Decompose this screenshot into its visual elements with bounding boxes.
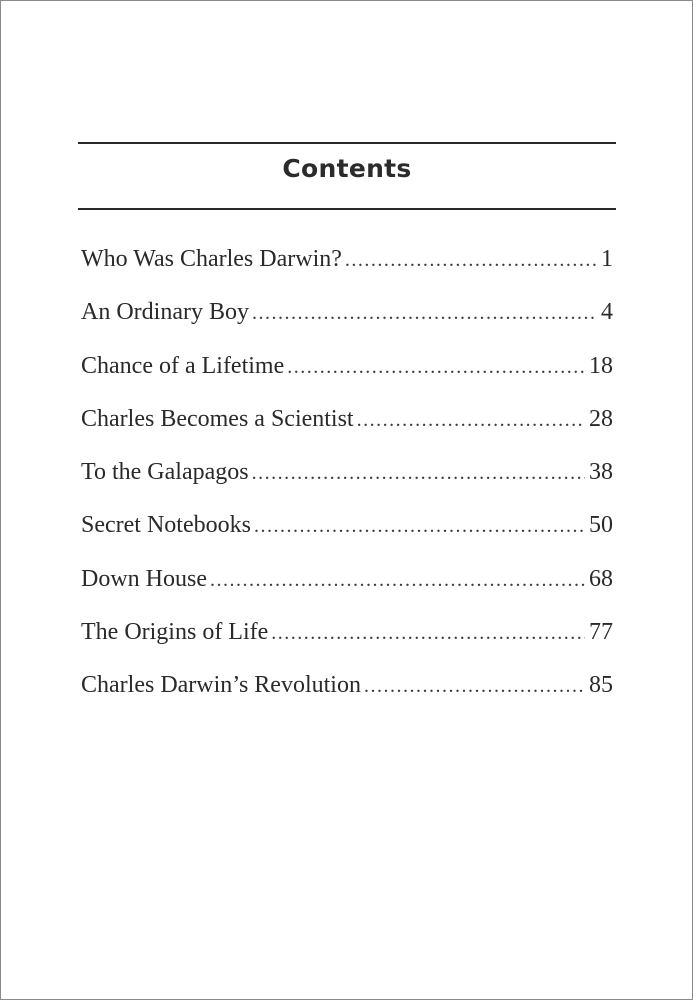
toc-entry-page-number: 1 bbox=[601, 246, 613, 272]
heading-top-rule bbox=[78, 142, 616, 144]
toc-entry-title: An Ordinary Boy bbox=[81, 299, 249, 326]
toc-dot-leader bbox=[287, 356, 585, 379]
toc-entry-title: To the Galapagos bbox=[81, 459, 249, 486]
toc-dot-leader bbox=[345, 249, 597, 272]
toc-entry bbox=[81, 406, 613, 459]
toc-entry-page-number: 85 bbox=[589, 672, 613, 699]
toc-dot-leader bbox=[357, 409, 585, 432]
contents-heading: Contents bbox=[282, 154, 412, 183]
toc-entry-page-number: 77 bbox=[589, 619, 613, 646]
toc-entry-page-number: 4 bbox=[601, 299, 613, 326]
toc-entry bbox=[81, 512, 613, 565]
table-of-contents bbox=[81, 246, 613, 726]
toc-entry-page-number: 50 bbox=[589, 512, 613, 539]
toc-entry-title: Who Was Charles Darwin? bbox=[81, 246, 342, 272]
toc-entry bbox=[81, 353, 613, 406]
toc-entry-title: Secret Notebooks bbox=[81, 512, 251, 539]
toc-dot-leader bbox=[254, 515, 585, 538]
toc-entry-page-number: 28 bbox=[589, 405, 613, 432]
toc-entry-title: Down House bbox=[81, 565, 207, 592]
toc-dot-leader bbox=[252, 462, 585, 485]
toc-entry-page-number: 68 bbox=[589, 565, 613, 592]
toc-dot-leader bbox=[210, 569, 585, 592]
toc-entry-title: Charles Becomes a Scientist bbox=[81, 405, 354, 432]
toc-entry-page-number: 18 bbox=[589, 352, 613, 379]
toc-entry bbox=[81, 566, 613, 619]
toc-dot-leader bbox=[364, 675, 585, 698]
heading-bottom-rule bbox=[78, 208, 616, 210]
toc-entry bbox=[81, 246, 613, 299]
toc-entry bbox=[81, 619, 613, 672]
toc-dot-leader bbox=[252, 302, 597, 325]
toc-entry bbox=[81, 299, 613, 352]
toc-entry-page-number: 38 bbox=[589, 459, 613, 486]
toc-dot-leader bbox=[271, 622, 585, 645]
toc-entry-title: Chance of a Lifetime bbox=[81, 352, 285, 379]
toc-entry-title: Charles Darwin’s Revolution bbox=[81, 672, 361, 699]
toc-entry bbox=[81, 459, 613, 512]
toc-entry bbox=[81, 672, 613, 725]
toc-entry-title: The Origins of Life bbox=[81, 619, 269, 646]
